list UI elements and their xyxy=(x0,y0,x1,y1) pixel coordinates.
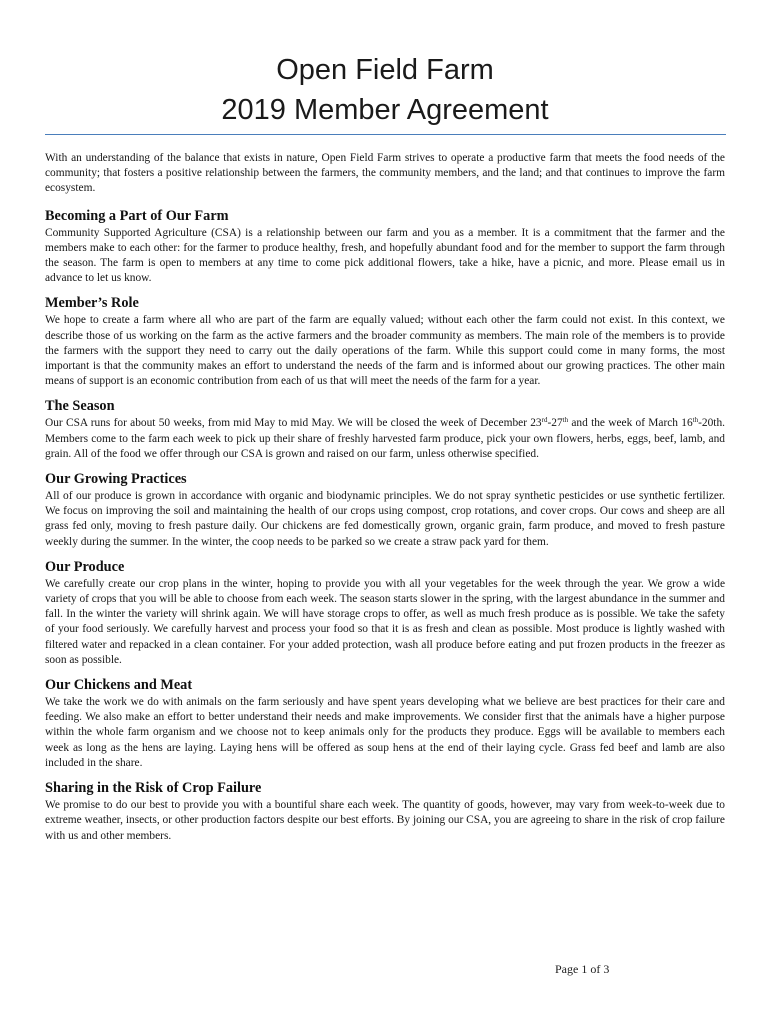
section-produce xyxy=(45,558,725,668)
document-body xyxy=(45,151,725,852)
section-heading: Our Produce xyxy=(45,558,125,575)
season-sup-rd: rd xyxy=(541,416,548,425)
section-heading: Sharing in the Risk of Crop Failure xyxy=(45,780,262,797)
section-becoming xyxy=(45,207,725,287)
season-text-1: Our CSA runs for about 50 weeks, from mid May to mid May. We will be closed the week of December 23 xyxy=(45,417,542,430)
section-body: We take the work we do with animals on the farm seriously and have spent years developing what we believe are best practices for their care and feeding. We also make an effort to better understand their needs and make improvements. We consider first that the animals have a higher purpose within the whole farm organism and we choose not to keep animals only for the products they produce. Eggs will be available to members each week as long as the hens are laying. Laying hens will be offered as soup hens at the end of their laying cycle. Grass fed beef and lamb are also included in the share. xyxy=(45,696,725,769)
section-heading: Our Chickens and Meat xyxy=(45,677,193,694)
section-season xyxy=(45,397,725,462)
section-chickens-meat xyxy=(45,676,725,771)
section-body: Community Supported Agriculture (CSA) is a relationship between our farm and you as a member. It is a commitment that the farmer and the members make to each other: for the farmer to produce healthy, fresh, and hopefully abundant food and for the member to support the farm through the season. The farm is open to members at any time to come pick additional flowers, take a hike, have a picnic, and more. Please email us in advance to let us know. xyxy=(45,226,725,285)
intro-paragraph: With an understanding of the balance that exists in nature, Open Field Farm strives to operate a productive farm that meets the food needs of the community; that fosters a positive relationship between the farmers, the community members, and the land; and that continues to improve the farm ecosystem. xyxy=(45,152,725,195)
section-crop-risk xyxy=(45,779,725,844)
section-growing-practices xyxy=(45,470,725,550)
section-heading: The Season xyxy=(45,398,115,415)
section-body xyxy=(45,416,725,462)
season-sup-th-1: th xyxy=(562,416,569,425)
section-body: All of our produce is grown in accordance with organic and biodynamic principles. We do not spray synthetic pesticides or use synthetic fertilizer. We focus on improving the soil and maintaining the health of our crops using compost, crop rotations, and cover crops. Our cows and sheep are all grass fed only, moving to fresh pasture daily. Our chickens are fed domestically grown, organic grain, farm produce, and moved to fresh pasture weekly during the summer. In the winter, the coop needs to be parked so we create a straw pack yard for them. xyxy=(45,490,725,548)
section-body: We carefully create our crop plans in the winter, hoping to provide you with all your vegetables for the week through the year. We grow a wide variety of crops that you will be able to choose from each week. The season starts slower in the spring, with the largest abundance in the summer and fall. In the winter the variety will shrink again. We will have storage crops to offer, as well as much fresh produce as is possible. We take the safety of your food seriously. We carefully harvest and process your food so that it is as fresh and clean as possible. Most produce is lightly washed with filtered water and repacked in a clean container. For your added protection, wash all produce before eating and put frozen products in the freezer as soon as possible. xyxy=(45,577,725,666)
page-number: Page 1 of 3 xyxy=(555,962,610,976)
season-text-3: and the week of March 16 xyxy=(568,417,693,430)
season-text-4: -20th. Members come to the farm each week to pick up their share of freshly harvested farm produce, pick your own flowers, herbs, eggs, beef, lamb, and grain. All of the food we offer through our CSA is grown and raised on our farm, unless otherwise specified. xyxy=(45,417,725,460)
section-members-role xyxy=(45,294,725,389)
page-title xyxy=(0,50,770,130)
section-body: We promise to do our best to provide you with a bountiful share each week. The quantity of goods, however, may vary from week-to-week due to extreme weather, insects, or other production factors despite our best efforts. By joining our CSA, you are agreeing to share in the risk of crop failure with us and other members. xyxy=(45,799,725,842)
section-heading: Our Growing Practices xyxy=(45,471,187,488)
title-divider xyxy=(45,134,726,135)
season-sup-th-2: th xyxy=(692,416,699,425)
title-line-farm: Open Field Farm xyxy=(276,54,494,86)
section-heading: Member’s Role xyxy=(45,295,139,312)
title-line-agreement: 2019 Member Agreement xyxy=(221,94,549,126)
section-body: We hope to create a farm where all who are part of the farm are equally valued; without each other the farm could not exist. In this context, we describe those of us working on the farm as the active farmers and the broader community as members. The main role of the members is to provide the farmers with the support they need to carry out the daily operations of the farm. While this support could come in many forms, the most important is that the community makes an effort to understand the needs of the farm and is informed about our growing practices. The other main means of support is an economic contribution from each of us that will meet the needs of the farm for a year. xyxy=(45,314,725,388)
season-text-2: -27 xyxy=(547,417,563,430)
section-heading: Becoming a Part of Our Farm xyxy=(45,207,229,224)
